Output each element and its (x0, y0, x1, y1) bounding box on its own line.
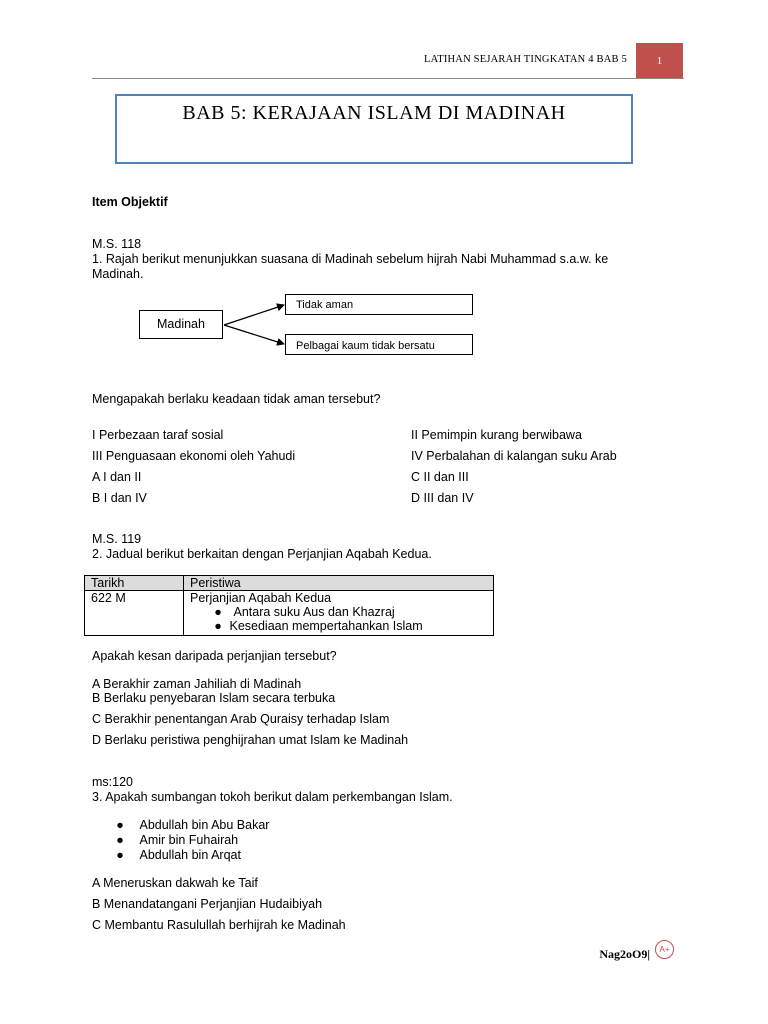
event-table-row (85, 591, 494, 636)
event-table-header-row (85, 576, 494, 591)
q2-option-c: C Berakhir penentangan Arab Quraisy terhadap Islam (92, 712, 390, 726)
event-table-bullet-1-text: Antara suku Aus dan Khazraj (233, 605, 395, 619)
q1-question: Mengapakah berlaku keadaan tidak aman tersebut? (92, 392, 381, 406)
chapter-title: BAB 5: KERAJAAN ISLAM DI MADINAH (182, 102, 566, 124)
q3-page-ref: ms:120 (92, 775, 133, 789)
q3-figure-2 (112, 833, 238, 848)
q2-option-d: D Berlaku peristiwa penghijrahan umat Islam ke Madinah (92, 733, 409, 747)
diagram-target-label-1: Tidak aman (296, 299, 354, 311)
diagram-arrow-1 (224, 305, 284, 325)
event-table-bullet-2-text: Kesediaan mempertahankan Islam (229, 619, 423, 633)
q2-page-ref: M.S. 119 (92, 532, 142, 546)
q1-statement-2: II Pemimpin kurang berwibawa (411, 428, 582, 442)
event-table-event-title: Perjanjian Aqabah Kedua (190, 591, 332, 605)
q2-stem: 2. Jadual berikut berkaitan dengan Perjanjian Aqabah Kedua. (92, 547, 432, 561)
bullet-icon: ● (214, 605, 222, 619)
event-table-bullet-1 (190, 605, 487, 619)
bullet-icon: ● (116, 818, 124, 832)
event-table-event-cell (184, 591, 494, 636)
q1-option-d: D III dan IV (411, 491, 474, 505)
diagram-source-label: Madinah (157, 317, 205, 331)
q3-option-a: A Meneruskan dakwah ke Taif (92, 876, 258, 890)
page-number: 1 (656, 54, 663, 67)
bullet-icon: ● (214, 619, 222, 633)
q1-option-b: B I dan IV (92, 491, 147, 505)
event-table-header-date: Tarikh (85, 576, 184, 591)
q1-option-a: A I dan II (92, 470, 142, 484)
q3-option-c: C Membantu Rasulullah berhijrah ke Madinah (92, 918, 346, 932)
q3-figure-2-text: Amir bin Fuhairah (139, 833, 239, 847)
q1-statement-1: I Perbezaan taraf sosial (92, 428, 224, 442)
event-table (84, 575, 494, 636)
section-heading: Item Objektif (92, 195, 168, 209)
grade-mark-icon (655, 940, 674, 959)
q2-option-a: A Berakhir zaman Jahiliah di Madinah (92, 677, 302, 691)
q3-figure-3 (112, 848, 241, 863)
q3-figure-1-text: Abdullah bin Abu Bakar (139, 818, 270, 832)
q1-statement-4: IV Perbalahan di kalangan suku Arab (411, 449, 617, 463)
q1-statement-3: III Penguasaan ekonomi oleh Yahudi (92, 449, 296, 463)
q1-stem-line1: 1. Rajah berikut menunjukkan suasana di Madinah sebelum hijrah Nabi Muhammad s.a.w. ke (92, 252, 609, 266)
q1-stem-line2: Madinah. (92, 267, 144, 281)
bullet-icon: ● (116, 848, 124, 862)
q2-question: Apakah kesan daripada perjanjian tersebut? (92, 649, 337, 663)
q3-option-b: B Menandatangani Perjanjian Hudaibiyah (92, 897, 323, 911)
running-header: LATIHAN SEJARAH TINGKATAN 4 BAB 5 (423, 54, 627, 65)
event-table-header-event: Peristiwa (184, 576, 494, 591)
q1-option-c: C II dan III (411, 470, 469, 484)
q3-stem: 3. Apakah sumbangan tokoh berikut dalam perkembangan Islam. (92, 790, 453, 804)
grade-mark-text: A+ (659, 945, 670, 954)
q3-figure-1 (112, 818, 269, 833)
footer-author: Nag2oO9| (599, 947, 650, 961)
event-table-bullet-2 (190, 619, 487, 633)
q2-option-b: B Berlaku penyebaran Islam secara terbuka (92, 691, 336, 705)
diagram-target-label-2: Pelbagai kaum tidak bersatu (296, 340, 435, 352)
bullet-icon: ● (116, 833, 124, 847)
diagram-arrow-2 (224, 325, 284, 344)
q3-figure-3-text: Abdullah bin Arqat (139, 848, 241, 862)
q1-page-ref: M.S. 118 (92, 237, 142, 251)
event-table-date: 622 M (85, 591, 184, 636)
